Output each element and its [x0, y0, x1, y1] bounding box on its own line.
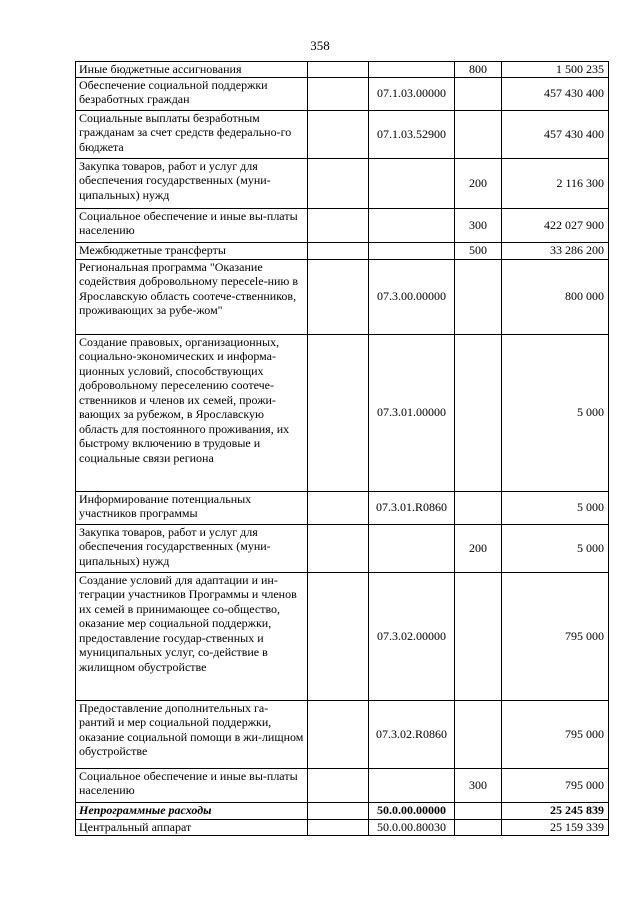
amount: 2 116 300 [502, 158, 609, 208]
empty-cell [308, 62, 369, 78]
expense-code [455, 491, 502, 524]
program-code [369, 242, 455, 259]
empty-cell [308, 491, 369, 524]
table-row [76, 259, 609, 334]
program-code [369, 768, 455, 802]
table-row [76, 819, 609, 835]
table-row [76, 208, 609, 242]
expense-code [455, 77, 502, 110]
program-code: 07.3.01.R0860 [369, 491, 455, 524]
amount: 5 000 [502, 491, 609, 524]
table-row [76, 802, 609, 819]
program-code: 50.0.00.80030 [369, 819, 455, 835]
program-code: 07.3.00.00000 [369, 259, 455, 334]
amount: 795 000 [502, 768, 609, 802]
table-row [76, 242, 609, 259]
expense-code [455, 334, 502, 491]
empty-cell [308, 242, 369, 259]
table-row [76, 62, 609, 78]
amount: 457 430 400 [502, 77, 609, 110]
empty-cell [308, 259, 369, 334]
row-name: Создание правовых, организационных, социально-экономических и информа-ционных условий, способствующих добровольному переселению соотече-ственников и членов их семей, прожи-вающих за рубежом, в Ярославскую область для постоянного проживания, их быстрому включению в трудовые и социальные связи региона [76, 334, 308, 491]
program-code [369, 524, 455, 572]
amount: 795 000 [502, 572, 609, 700]
amount: 25 245 839 [502, 802, 609, 819]
row-name: Создание условий для адаптации и ин-теграции участников Программы и членов их семей в принимающее со-общество, оказание мер социальной поддержки, предоставление государ-ственных и муниципальных услуг, со-действие в жилищном обустройстве [76, 572, 308, 700]
expense-code [455, 802, 502, 819]
table-row [76, 572, 609, 700]
row-name: Социальные выплаты безработным гражданам за счет средств федерально-го бюджета [76, 110, 308, 158]
program-code [369, 208, 455, 242]
expense-code: 500 [455, 242, 502, 259]
program-code [369, 62, 455, 78]
expense-code [455, 259, 502, 334]
table-row [76, 77, 609, 110]
program-code: 07.3.02.R0860 [369, 700, 455, 768]
amount: 5 000 [502, 334, 609, 491]
expense-code: 800 [455, 62, 502, 78]
amount: 800 000 [502, 259, 609, 334]
empty-cell [308, 572, 369, 700]
empty-cell [308, 768, 369, 802]
row-name: Иные бюджетные ассигнования [76, 62, 308, 78]
expense-code [455, 819, 502, 835]
table-row [76, 158, 609, 208]
row-name: Региональная программа "Оказание содействия добровольному пересele-нию в Ярославскую область соотече-ственников, проживающих за рубе-жом" [76, 259, 308, 334]
amount: 33 286 200 [502, 242, 609, 259]
expense-code [455, 110, 502, 158]
table-row [76, 110, 609, 158]
row-name: Информирование потенциальных участников программы [76, 491, 308, 524]
row-name: Межбюджетные трансферты [76, 242, 308, 259]
expense-code: 200 [455, 158, 502, 208]
empty-cell [308, 700, 369, 768]
amount: 795 000 [502, 700, 609, 768]
expense-code: 200 [455, 524, 502, 572]
empty-cell [308, 802, 369, 819]
expense-code: 300 [455, 208, 502, 242]
row-name: Предоставление дополнительных га-рантий и мер социальной поддержки, оказание социальной помощи в жи-лищном обустройстве [76, 700, 308, 768]
program-code [369, 158, 455, 208]
row-name: Обеспечение социальной поддержки безработных граждан [76, 77, 308, 110]
row-name: Непрограммные расходы [76, 802, 308, 819]
expense-code: 300 [455, 768, 502, 802]
empty-cell [308, 77, 369, 110]
amount: 1 500 235 [502, 62, 609, 78]
amount: 457 430 400 [502, 110, 609, 158]
empty-cell [308, 819, 369, 835]
program-code: 07.1.03.00000 [369, 77, 455, 110]
amount: 422 027 900 [502, 208, 609, 242]
table-row [76, 334, 609, 491]
row-name: Закупка товаров, работ и услуг для обеспечения государственных (муни-ципальных) нужд [76, 158, 308, 208]
amount: 25 159 339 [502, 819, 609, 835]
table-row [76, 768, 609, 802]
empty-cell [308, 158, 369, 208]
expense-code [455, 572, 502, 700]
row-name: Социальное обеспечение и иные вы-платы населению [76, 208, 308, 242]
budget-table [75, 61, 609, 836]
row-name: Закупка товаров, работ и услуг для обеспечения государственных (муни-ципальных) нужд [76, 524, 308, 572]
program-code: 07.1.03.52900 [369, 110, 455, 158]
program-code: 07.3.02.00000 [369, 572, 455, 700]
empty-cell [308, 208, 369, 242]
table-row [76, 491, 609, 524]
expense-code [455, 700, 502, 768]
row-name: Социальное обеспечение и иные вы-платы населению [76, 768, 308, 802]
page-number: 358 [310, 38, 330, 53]
program-code: 07.3.01.00000 [369, 334, 455, 491]
empty-cell [308, 110, 369, 158]
amount: 5 000 [502, 524, 609, 572]
empty-cell [308, 334, 369, 491]
table-row [76, 700, 609, 768]
program-code: 50.0.00.00000 [369, 802, 455, 819]
empty-cell [308, 524, 369, 572]
row-name: Центральный аппарат [76, 819, 308, 835]
table-row [76, 524, 609, 572]
